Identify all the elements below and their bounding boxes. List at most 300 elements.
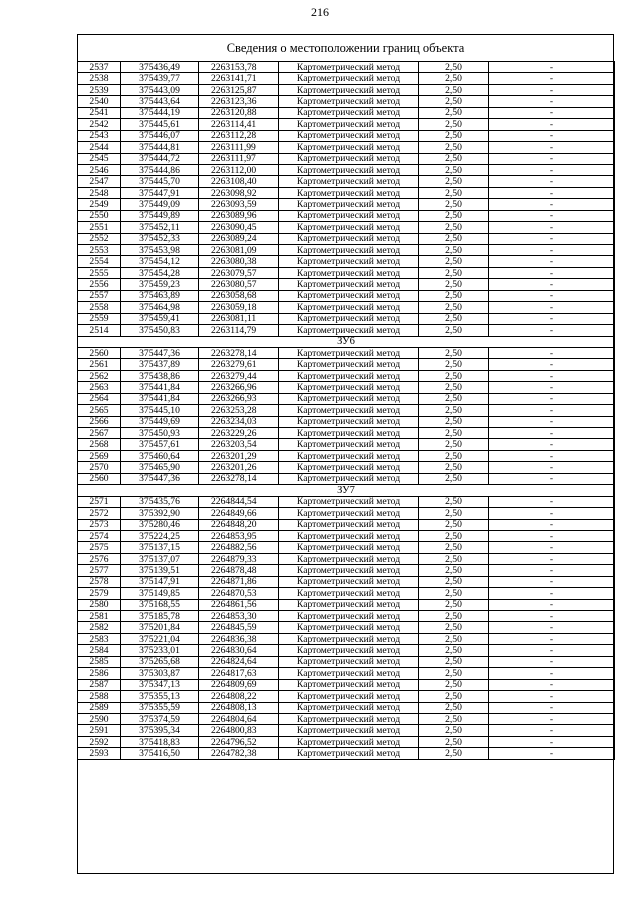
- point-number-cell: 2553: [78, 245, 121, 256]
- point-number-cell: 2574: [78, 530, 121, 541]
- method-cell: Картометрический метод: [279, 713, 419, 724]
- point-number-cell: 2579: [78, 588, 121, 599]
- accuracy-cell: 2,50: [419, 359, 489, 370]
- table-row: [78, 496, 615, 507]
- method-cell: Картометрический метод: [279, 542, 419, 553]
- table-row: [78, 702, 615, 713]
- table-row: [78, 233, 615, 244]
- method-cell: Картометрический метод: [279, 622, 419, 633]
- x-coordinate-cell: 375347,13: [121, 679, 199, 690]
- accuracy-cell: 2,50: [419, 416, 489, 427]
- table-row: [78, 633, 615, 644]
- x-coordinate-cell: 375443,64: [121, 96, 199, 107]
- x-coordinate-cell: 375137,07: [121, 553, 199, 564]
- description-cell: -: [489, 187, 615, 198]
- method-cell: Картометрический метод: [279, 370, 419, 381]
- description-cell: -: [489, 656, 615, 667]
- point-number-cell: 2589: [78, 702, 121, 713]
- y-coordinate-cell: 2263059,18: [199, 302, 279, 313]
- method-cell: Картометрический метод: [279, 748, 419, 759]
- method-cell: Картометрический метод: [279, 702, 419, 713]
- description-cell: -: [489, 142, 615, 153]
- table-row: [78, 107, 615, 118]
- x-coordinate-cell: 375435,76: [121, 496, 199, 507]
- method-cell: Картометрический метод: [279, 210, 419, 221]
- x-coordinate-cell: 375280,46: [121, 519, 199, 530]
- description-cell: -: [489, 382, 615, 393]
- y-coordinate-cell: 2264782,38: [199, 748, 279, 759]
- y-coordinate-cell: 2263111,97: [199, 153, 279, 164]
- method-cell: Картометрический метод: [279, 565, 419, 576]
- accuracy-cell: 2,50: [419, 405, 489, 416]
- accuracy-cell: 2,50: [419, 382, 489, 393]
- y-coordinate-cell: 2263266,96: [199, 382, 279, 393]
- description-cell: -: [489, 107, 615, 118]
- description-cell: -: [489, 325, 615, 336]
- accuracy-cell: 2,50: [419, 553, 489, 564]
- description-cell: -: [489, 62, 615, 73]
- point-number-cell: 2514: [78, 325, 121, 336]
- x-coordinate-cell: 375445,10: [121, 405, 199, 416]
- table-row: [78, 736, 615, 747]
- x-coordinate-cell: 375444,19: [121, 107, 199, 118]
- y-coordinate-cell: 2263090,45: [199, 222, 279, 233]
- method-cell: Картометрический метод: [279, 519, 419, 530]
- description-cell: -: [489, 622, 615, 633]
- description-cell: -: [489, 393, 615, 404]
- accuracy-cell: 2,50: [419, 233, 489, 244]
- x-coordinate-cell: 375147,91: [121, 576, 199, 587]
- x-coordinate-cell: 375454,12: [121, 256, 199, 267]
- method-cell: Картометрический метод: [279, 736, 419, 747]
- y-coordinate-cell: 2264849,66: [199, 508, 279, 519]
- description-cell: -: [489, 222, 615, 233]
- y-coordinate-cell: 2263081,11: [199, 313, 279, 324]
- x-coordinate-cell: 375438,86: [121, 370, 199, 381]
- accuracy-cell: 2,50: [419, 508, 489, 519]
- method-cell: Картометрический метод: [279, 530, 419, 541]
- point-number-cell: 2543: [78, 130, 121, 141]
- point-number-cell: 2548: [78, 187, 121, 198]
- accuracy-cell: 2,50: [419, 668, 489, 679]
- description-cell: -: [489, 347, 615, 358]
- accuracy-cell: 2,50: [419, 530, 489, 541]
- table-row: [78, 62, 615, 73]
- y-coordinate-cell: 2263123,36: [199, 96, 279, 107]
- table-row: [78, 187, 615, 198]
- y-coordinate-cell: 2264824,64: [199, 656, 279, 667]
- point-number-cell: 2580: [78, 599, 121, 610]
- method-cell: Картометрический метод: [279, 176, 419, 187]
- table-row: [78, 691, 615, 702]
- point-number-cell: 2575: [78, 542, 121, 553]
- accuracy-cell: 2,50: [419, 302, 489, 313]
- x-coordinate-cell: 375452,33: [121, 233, 199, 244]
- table-row: [78, 599, 615, 610]
- group-header-row: [78, 336, 615, 347]
- table-row: [78, 119, 615, 130]
- table-row: [78, 130, 615, 141]
- y-coordinate-cell: 2264871,86: [199, 576, 279, 587]
- y-coordinate-cell: 2264853,95: [199, 530, 279, 541]
- table-row: [78, 256, 615, 267]
- description-cell: -: [489, 713, 615, 724]
- point-number-cell: 2550: [78, 210, 121, 221]
- description-cell: -: [489, 130, 615, 141]
- y-coordinate-cell: 2263229,26: [199, 428, 279, 439]
- method-cell: Картометрический метод: [279, 130, 419, 141]
- y-coordinate-cell: 2264848,20: [199, 519, 279, 530]
- description-cell: -: [489, 496, 615, 507]
- y-coordinate-cell: 2264870,53: [199, 588, 279, 599]
- y-coordinate-cell: 2264830,64: [199, 645, 279, 656]
- description-cell: -: [489, 565, 615, 576]
- x-coordinate-cell: 375447,36: [121, 347, 199, 358]
- accuracy-cell: 2,50: [419, 645, 489, 656]
- accuracy-cell: 2,50: [419, 370, 489, 381]
- y-coordinate-cell: 2263203,54: [199, 439, 279, 450]
- description-cell: -: [489, 233, 615, 244]
- method-cell: Картометрический метод: [279, 119, 419, 130]
- y-coordinate-cell: 2263120,88: [199, 107, 279, 118]
- x-coordinate-cell: 375452,11: [121, 222, 199, 233]
- description-cell: -: [489, 473, 615, 484]
- point-number-cell: 2551: [78, 222, 121, 233]
- description-cell: -: [489, 439, 615, 450]
- accuracy-cell: 2,50: [419, 691, 489, 702]
- description-cell: -: [489, 176, 615, 187]
- accuracy-cell: 2,50: [419, 313, 489, 324]
- method-cell: Картометрический метод: [279, 611, 419, 622]
- description-cell: -: [489, 691, 615, 702]
- point-number-cell: 2546: [78, 164, 121, 175]
- table-row: [78, 164, 615, 175]
- y-coordinate-cell: 2263098,92: [199, 187, 279, 198]
- description-cell: -: [489, 462, 615, 473]
- table-row: [78, 473, 615, 484]
- y-coordinate-cell: 2263253,28: [199, 405, 279, 416]
- table-row: [78, 210, 615, 221]
- method-cell: Картометрический метод: [279, 656, 419, 667]
- method-cell: Картометрический метод: [279, 256, 419, 267]
- table-row: [78, 96, 615, 107]
- method-cell: Картометрический метод: [279, 588, 419, 599]
- y-coordinate-cell: 2263201,26: [199, 462, 279, 473]
- point-number-cell: 2590: [78, 713, 121, 724]
- y-coordinate-cell: 2263278,14: [199, 347, 279, 358]
- description-cell: -: [489, 199, 615, 210]
- table-row: [78, 153, 615, 164]
- x-coordinate-cell: 375454,28: [121, 267, 199, 278]
- x-coordinate-cell: 375449,69: [121, 416, 199, 427]
- point-number-cell: 2541: [78, 107, 121, 118]
- y-coordinate-cell: 2263112,00: [199, 164, 279, 175]
- method-cell: Картометрический метод: [279, 290, 419, 301]
- method-cell: Картометрический метод: [279, 302, 419, 313]
- x-coordinate-cell: 375445,70: [121, 176, 199, 187]
- point-number-cell: 2578: [78, 576, 121, 587]
- x-coordinate-cell: 375459,41: [121, 313, 199, 324]
- description-cell: -: [489, 164, 615, 175]
- accuracy-cell: 2,50: [419, 679, 489, 690]
- table-row: [78, 142, 615, 153]
- y-coordinate-cell: 2263114,41: [199, 119, 279, 130]
- accuracy-cell: 2,50: [419, 153, 489, 164]
- description-cell: -: [489, 450, 615, 461]
- accuracy-cell: 2,50: [419, 725, 489, 736]
- y-coordinate-cell: 2263080,38: [199, 256, 279, 267]
- x-coordinate-cell: 375233,01: [121, 645, 199, 656]
- method-cell: Картометрический метод: [279, 325, 419, 336]
- description-cell: -: [489, 428, 615, 439]
- x-coordinate-cell: 375395,34: [121, 725, 199, 736]
- accuracy-cell: 2,50: [419, 428, 489, 439]
- point-number-cell: 2568: [78, 439, 121, 450]
- table-row: [78, 439, 615, 450]
- x-coordinate-cell: 375139,51: [121, 565, 199, 576]
- point-number-cell: 2539: [78, 84, 121, 95]
- y-coordinate-cell: 2264817,63: [199, 668, 279, 679]
- description-cell: -: [489, 416, 615, 427]
- x-coordinate-cell: 375355,59: [121, 702, 199, 713]
- description-cell: -: [489, 668, 615, 679]
- method-cell: Картометрический метод: [279, 645, 419, 656]
- point-number-cell: 2585: [78, 656, 121, 667]
- x-coordinate-cell: 375185,78: [121, 611, 199, 622]
- table-row: [78, 290, 615, 301]
- method-cell: Картометрический метод: [279, 416, 419, 427]
- table-row: [78, 393, 615, 404]
- accuracy-cell: 2,50: [419, 576, 489, 587]
- description-cell: -: [489, 553, 615, 564]
- point-number-cell: 2552: [78, 233, 121, 244]
- point-number-cell: 2547: [78, 176, 121, 187]
- x-coordinate-cell: 375447,91: [121, 187, 199, 198]
- table-row: [78, 679, 615, 690]
- accuracy-cell: 2,50: [419, 565, 489, 576]
- point-number-cell: 2549: [78, 199, 121, 210]
- accuracy-cell: 2,50: [419, 164, 489, 175]
- table-row: [78, 302, 615, 313]
- accuracy-cell: 2,50: [419, 713, 489, 724]
- y-coordinate-cell: 2264879,33: [199, 553, 279, 564]
- y-coordinate-cell: 2264804,64: [199, 713, 279, 724]
- method-cell: Картометрический метод: [279, 245, 419, 256]
- accuracy-cell: 2,50: [419, 142, 489, 153]
- accuracy-cell: 2,50: [419, 325, 489, 336]
- table-row: [78, 382, 615, 393]
- accuracy-cell: 2,50: [419, 611, 489, 622]
- table-row: [78, 508, 615, 519]
- table-row: [78, 748, 615, 759]
- y-coordinate-cell: 2263278,14: [199, 473, 279, 484]
- x-coordinate-cell: 375265,68: [121, 656, 199, 667]
- accuracy-cell: 2,50: [419, 279, 489, 290]
- coordinates-table: [77, 61, 615, 760]
- point-number-cell: 2555: [78, 267, 121, 278]
- x-coordinate-cell: 375463,89: [121, 290, 199, 301]
- method-cell: Картометрический метод: [279, 73, 419, 84]
- point-number-cell: 2576: [78, 553, 121, 564]
- point-number-cell: 2572: [78, 508, 121, 519]
- method-cell: Картометрический метод: [279, 164, 419, 175]
- x-coordinate-cell: 375137,15: [121, 542, 199, 553]
- point-number-cell: 2582: [78, 622, 121, 633]
- description-cell: -: [489, 359, 615, 370]
- table-row: [78, 347, 615, 358]
- method-cell: Картометрический метод: [279, 553, 419, 564]
- method-cell: Картометрический метод: [279, 187, 419, 198]
- x-coordinate-cell: 375437,89: [121, 359, 199, 370]
- accuracy-cell: 2,50: [419, 450, 489, 461]
- accuracy-cell: 2,50: [419, 748, 489, 759]
- table-row: [78, 267, 615, 278]
- x-coordinate-cell: 375355,13: [121, 691, 199, 702]
- description-cell: -: [489, 645, 615, 656]
- table-row: [78, 588, 615, 599]
- table-row: [78, 530, 615, 541]
- method-cell: Картометрический метод: [279, 473, 419, 484]
- x-coordinate-cell: 375446,07: [121, 130, 199, 141]
- y-coordinate-cell: 2264808,13: [199, 702, 279, 713]
- method-cell: Картометрический метод: [279, 96, 419, 107]
- method-cell: Картометрический метод: [279, 725, 419, 736]
- section-title: Сведения о местоположении границ объекта: [226, 41, 465, 55]
- y-coordinate-cell: 2263279,44: [199, 370, 279, 381]
- table-row: [78, 450, 615, 461]
- table-row: [78, 405, 615, 416]
- x-coordinate-cell: 375149,85: [121, 588, 199, 599]
- x-coordinate-cell: 375201,84: [121, 622, 199, 633]
- accuracy-cell: 2,50: [419, 245, 489, 256]
- x-coordinate-cell: 375418,83: [121, 736, 199, 747]
- description-cell: -: [489, 679, 615, 690]
- table-row: [78, 725, 615, 736]
- method-cell: Картометрический метод: [279, 222, 419, 233]
- table-row: [78, 576, 615, 587]
- accuracy-cell: 2,50: [419, 462, 489, 473]
- table-row: [78, 313, 615, 324]
- y-coordinate-cell: 2263081,09: [199, 245, 279, 256]
- y-coordinate-cell: 2264800,83: [199, 725, 279, 736]
- group-label: ЗУ7: [78, 485, 615, 496]
- point-number-cell: 2573: [78, 519, 121, 530]
- y-coordinate-cell: 2264796,52: [199, 736, 279, 747]
- table-row: [78, 222, 615, 233]
- point-number-cell: 2566: [78, 416, 121, 427]
- x-coordinate-cell: 375464,98: [121, 302, 199, 313]
- y-coordinate-cell: 2263153,78: [199, 62, 279, 73]
- description-cell: -: [489, 736, 615, 747]
- method-cell: Картометрический метод: [279, 142, 419, 153]
- accuracy-cell: 2,50: [419, 187, 489, 198]
- table-row: [78, 416, 615, 427]
- method-cell: Картометрический метод: [279, 393, 419, 404]
- accuracy-cell: 2,50: [419, 107, 489, 118]
- y-coordinate-cell: 2264861,56: [199, 599, 279, 610]
- table-row: [78, 199, 615, 210]
- point-number-cell: 2567: [78, 428, 121, 439]
- table-row: [78, 519, 615, 530]
- x-coordinate-cell: 375444,72: [121, 153, 199, 164]
- method-cell: Картометрический метод: [279, 382, 419, 393]
- point-number-cell: 2588: [78, 691, 121, 702]
- y-coordinate-cell: 2263079,57: [199, 267, 279, 278]
- description-cell: -: [489, 96, 615, 107]
- y-coordinate-cell: 2264844,54: [199, 496, 279, 507]
- x-coordinate-cell: 375221,04: [121, 633, 199, 644]
- x-coordinate-cell: 375374,59: [121, 713, 199, 724]
- group-label: ЗУ6: [78, 336, 615, 347]
- table-row: [78, 645, 615, 656]
- y-coordinate-cell: 2263089,24: [199, 233, 279, 244]
- coordinates-table-body: [78, 62, 615, 760]
- method-cell: Картометрический метод: [279, 508, 419, 519]
- point-number-cell: 2591: [78, 725, 121, 736]
- point-number-cell: 2554: [78, 256, 121, 267]
- y-coordinate-cell: 2264808,22: [199, 691, 279, 702]
- point-number-cell: 2593: [78, 748, 121, 759]
- accuracy-cell: 2,50: [419, 736, 489, 747]
- accuracy-cell: 2,50: [419, 702, 489, 713]
- y-coordinate-cell: 2263201,29: [199, 450, 279, 461]
- accuracy-cell: 2,50: [419, 84, 489, 95]
- group-header-row: [78, 485, 615, 496]
- description-cell: -: [489, 256, 615, 267]
- y-coordinate-cell: 2263108,40: [199, 176, 279, 187]
- x-coordinate-cell: 375447,36: [121, 473, 199, 484]
- point-number-cell: 2557: [78, 290, 121, 301]
- point-number-cell: 2564: [78, 393, 121, 404]
- method-cell: Картометрический метод: [279, 633, 419, 644]
- description-cell: -: [489, 290, 615, 301]
- description-cell: -: [489, 119, 615, 130]
- x-coordinate-cell: 375224,25: [121, 530, 199, 541]
- description-cell: -: [489, 405, 615, 416]
- table-row: [78, 462, 615, 473]
- table-row: [78, 73, 615, 84]
- table-row: [78, 656, 615, 667]
- method-cell: Картометрический метод: [279, 496, 419, 507]
- description-cell: -: [489, 748, 615, 759]
- y-coordinate-cell: 2264836,38: [199, 633, 279, 644]
- y-coordinate-cell: 2263266,93: [199, 393, 279, 404]
- point-number-cell: 2587: [78, 679, 121, 690]
- accuracy-cell: 2,50: [419, 393, 489, 404]
- x-coordinate-cell: 375449,89: [121, 210, 199, 221]
- accuracy-cell: 2,50: [419, 290, 489, 301]
- x-coordinate-cell: 375439,77: [121, 73, 199, 84]
- accuracy-cell: 2,50: [419, 62, 489, 73]
- x-coordinate-cell: 375392,90: [121, 508, 199, 519]
- table-row: [78, 611, 615, 622]
- accuracy-cell: 2,50: [419, 473, 489, 484]
- point-number-cell: 2562: [78, 370, 121, 381]
- y-coordinate-cell: 2263093,59: [199, 199, 279, 210]
- table-row: [78, 176, 615, 187]
- table-row: [78, 84, 615, 95]
- description-cell: -: [489, 588, 615, 599]
- method-cell: Картометрический метод: [279, 107, 419, 118]
- description-cell: -: [489, 599, 615, 610]
- point-number-cell: 2556: [78, 279, 121, 290]
- accuracy-cell: 2,50: [419, 210, 489, 221]
- accuracy-cell: 2,50: [419, 542, 489, 553]
- x-coordinate-cell: 375445,61: [121, 119, 199, 130]
- x-coordinate-cell: 375436,49: [121, 62, 199, 73]
- x-coordinate-cell: 375444,81: [121, 142, 199, 153]
- accuracy-cell: 2,50: [419, 519, 489, 530]
